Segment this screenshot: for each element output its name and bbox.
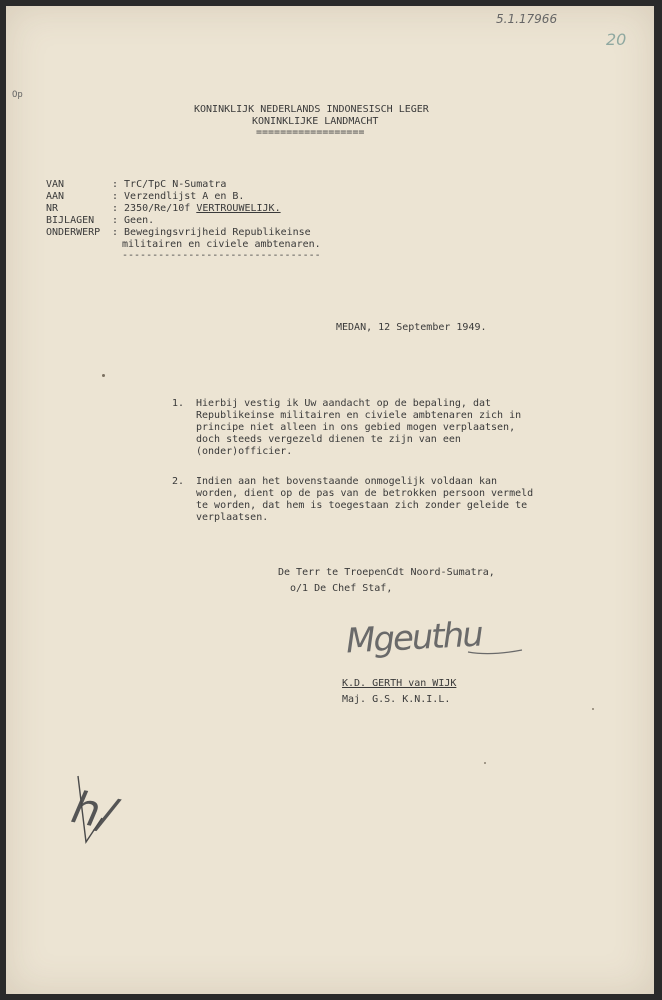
paragraph-2-number: 2. <box>172 476 185 487</box>
aan-label: AAN <box>46 191 65 202</box>
place-date: MEDAN, 12 September 1949. <box>336 322 487 333</box>
bijlagen-value: : Geen. <box>112 215 155 226</box>
header-aan <box>46 191 446 203</box>
bijlagen-label: BIJLAGEN <box>46 215 95 226</box>
paper-speck <box>484 762 486 764</box>
handwritten-initial: h/ <box>67 782 120 841</box>
closing-line-1: De Terr te TroepenCdt Noord-Sumatra, <box>278 567 495 578</box>
aan-value: : Verzendlijst A en B. <box>112 191 245 202</box>
onderwerp-value-line-2: militairen en civiele ambtenaren. <box>122 239 321 250</box>
nr-classification: VERTROUWELIJK. <box>196 203 281 214</box>
letterhead-line-1: KONINKLIJK NEDERLANDS INDONESISCH LEGER <box>194 104 429 115</box>
letterhead-line-2: KONINKLIJKE LANDMACHT <box>252 116 379 127</box>
paragraph-1-text: Hierbij vestig ik Uw aandacht op de bepaling, dat Republikeinse militairen en civiele ambtenaren zich in principe niet alleen in ons gebied mogen verplaatsen, doch steeds vergezeld dienen te zijn van een (onder)officier. <box>196 398 522 457</box>
onderwerp-value-line-1: : Bewegingsvrijheid Republikeinse <box>112 227 311 238</box>
header-rule: --------------------------------- <box>122 250 321 261</box>
closing-line-2: o/1 De Chef Staf, <box>290 583 393 594</box>
nr-label: NR <box>46 203 59 214</box>
corner-mark: 20 <box>606 30 627 49</box>
van-value: : TrC/TpC N-Sumatra <box>112 179 227 190</box>
header-nr <box>46 203 446 215</box>
paragraph-1-number: 1. <box>172 398 185 409</box>
signatory-rank: Maj. G.S. K.N.I.L. <box>342 694 451 705</box>
header-onderwerp <box>46 227 446 239</box>
archive-number: 5.1.17966 <box>496 12 558 26</box>
handwritten-stroke <box>72 772 112 862</box>
paragraph-2-text: Indien aan het bovenstaande onmogelijk voldaan kan worden, dient op de pas van de betrokken persoon vermeld te worden, dat hem is toegestaan zich zonder geleide te verplaatsen. <box>196 476 534 523</box>
paper-speck <box>592 708 594 710</box>
header-bijlagen <box>46 215 446 227</box>
document-page <box>6 6 654 994</box>
onderwerp-label: ONDERWERP <box>46 227 101 238</box>
header-van <box>46 179 446 191</box>
paper-speck <box>102 374 105 377</box>
signatory-name: K.D. GERTH van WIJK <box>342 678 457 689</box>
signature-flourish <box>466 642 526 662</box>
nr-number: : 2350/Re/10f <box>112 203 191 214</box>
nr-value <box>112 203 281 214</box>
margin-mark: Op <box>12 90 23 100</box>
signature: Mgeuthu <box>345 614 483 662</box>
van-label: VAN <box>46 179 65 190</box>
letterhead-rule: ================== <box>256 127 365 138</box>
